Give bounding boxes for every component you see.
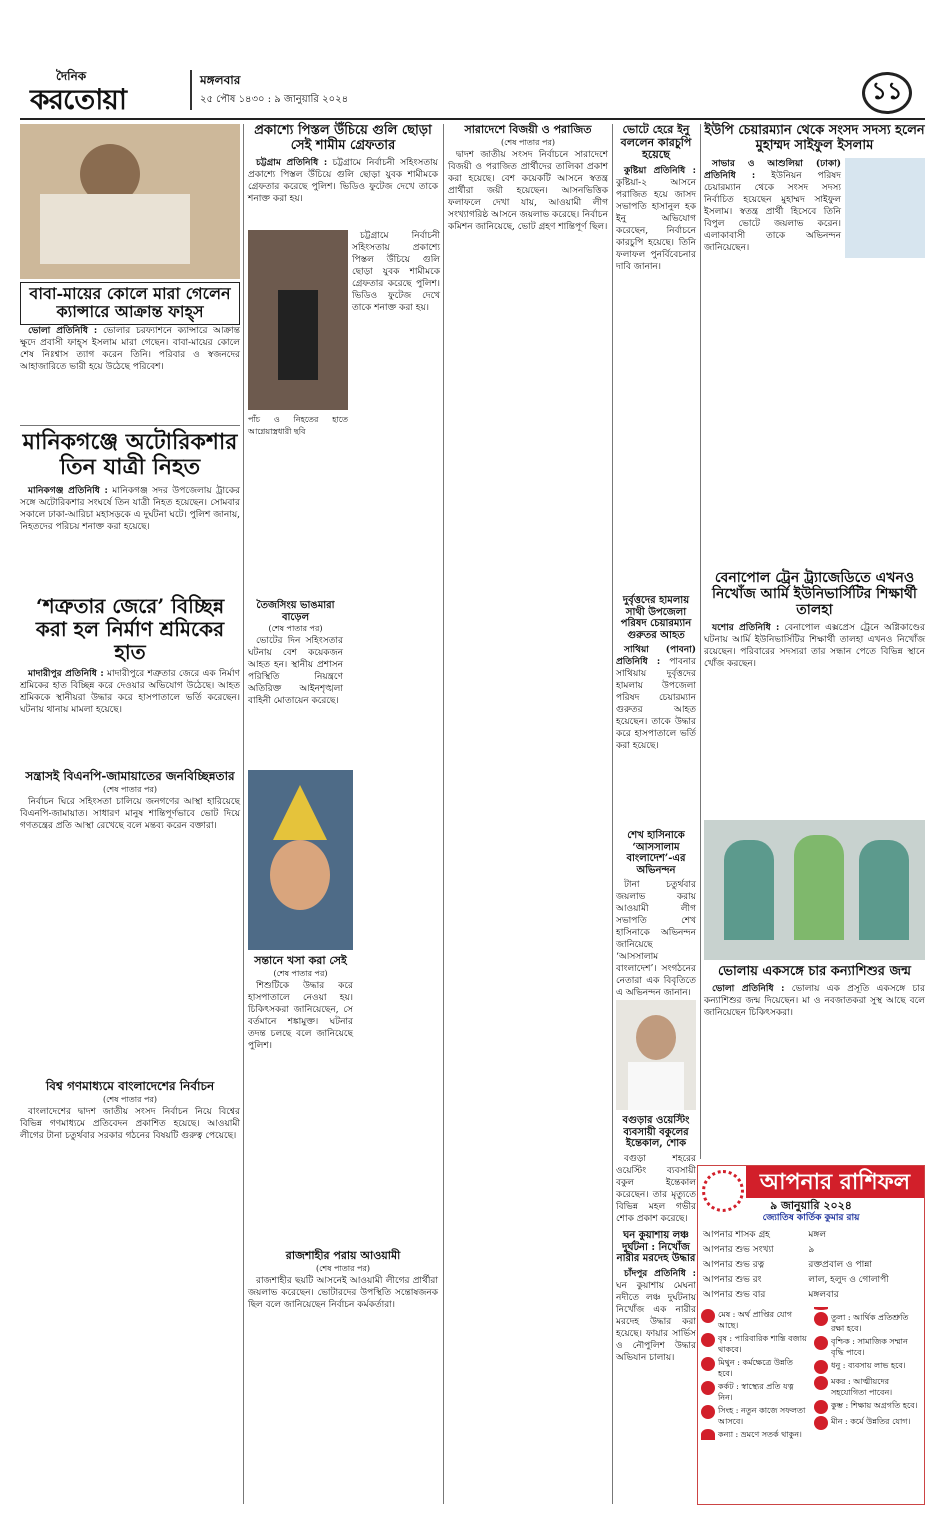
- quadruplets-photo: [704, 820, 925, 960]
- dateline-quadruplets: ভোলা প্রতিনিধি :: [712, 983, 785, 994]
- masthead-divider: [190, 70, 192, 110]
- masthead-date: ২৫ পৌষ ১৪৩০ : ৯ জানুয়ারি ২০২৪: [200, 94, 349, 105]
- zodiac-sign-icon: [701, 1381, 715, 1395]
- zodiac-sign-text: সিংহ : নতুন কাজে সফলতা আসবে।: [718, 1406, 806, 1426]
- zodiac-sign-text: মকর : আত্মীয়দের সহযোগিতা পাবেন।: [831, 1377, 893, 1397]
- body-bnp: নির্বাচন ঘিরে সহিংসতা চালিয়ে জনগণের আস্থা হারিয়েছে বিএনপি-জামায়াত। সাধারণ মানুষ শান্তিপূর্ণভাবে ভোট দিয়ে গণতন্ত্রের প্রতি আস্থা রেখেছে বলে মন্তব্য করেন বক্তারা।: [20, 796, 240, 831]
- child-photo: [248, 770, 353, 950]
- zodiac-sign-text: ধনু : ব্যবসায় লাভ হবে।: [831, 1361, 906, 1370]
- headline-quadruplets: ভোলায় একসঙ্গে চার কন্যাশিশুর জন্ম: [718, 964, 911, 979]
- article-cancer: [20, 282, 240, 372]
- zodiac-sign-icon: [814, 1336, 828, 1350]
- horoscope-table-row: [700, 1229, 922, 1242]
- headline-inu: ভোটে হেরে ইনু বললেন কারচুপি হয়েছে: [620, 123, 692, 162]
- mother-shape: [794, 835, 844, 940]
- zodiac-sign-icon: [814, 1360, 828, 1374]
- headline-rajshahi: রাজশাহীর পরায় আওয়ামী: [285, 1249, 401, 1262]
- body-inu: কুষ্টিয়া-২ আসনে পরাজিত হয়ে জাসদ সভাপতি হাসানুল হক ইনু অভিযোগ করেছেন, নির্বাচনে কারচুপি হয়েছে। তিনি ফলাফল পুনর্বিবেচনার দাবি জানান।: [616, 177, 696, 272]
- article-hasina-greet: [616, 830, 696, 998]
- dateline-manikganj: মানিকগঞ্জ প্রতিনিধি :: [28, 485, 108, 496]
- zodiac-wheel-icon: [702, 1170, 744, 1212]
- article-bnp: [20, 770, 240, 1070]
- subline-rajshahi: (শেষ পাতার পর): [315, 1263, 371, 1273]
- horoscope-label: আপনার শুভ সংখ্যা: [703, 1245, 774, 1255]
- person-shirt-shape: [628, 1062, 684, 1110]
- headline-winners: সারাদেশে বিজয়ী ও পরাজিত: [464, 123, 592, 136]
- headline-worker-hand: ‘শত্রুতার জেরে’ বিচ্ছিন্ন করা হল নির্মাণ শ্রমিকের হাত: [35, 594, 225, 664]
- horoscope-author: জ্যোতিষ কার্তিক কুমার রায়: [762, 1213, 860, 1223]
- body-saiful: ইউনিয়ন পরিষদ চেয়ারম্যান থেকে সংসদ সদস্য নির্বাচিত হয়েছেন মুহাম্মদ সাইফুল ইসলাম। স্বতন্ত্র প্রার্থী হিসেবে তিনি বিপুল ভোটে জয়লাভ করেন। এলাকাবাসী তাকে অভিনন্দন জানিয়েছেন।: [704, 170, 841, 253]
- headline-manikganj: মানিকগঞ্জে অটোরিকশার তিন যাত্রী নিহত: [22, 429, 238, 481]
- headline-fog: ঘন কুয়াশায় লঞ্চ দুর্ঘটনা : নিখোঁজ নারীর মরদেহ উদ্ধার: [616, 1230, 696, 1264]
- headline-hasina-greet: শেখ হাসিনাকে ‘আসসালাম বাংলাদেশ’-এর অভিনন্দন: [626, 830, 686, 876]
- logo-small-title: দৈনিক: [56, 69, 87, 83]
- subline-winners: (শেষ পাতার পর): [500, 137, 556, 147]
- hospital-bed-shape: [40, 194, 190, 264]
- body-world-media: বাংলাদেশের দ্বাদশ জাতীয় সংসদ নির্বাচন নিয়ে বিশ্বের বিভিন্ন গণমাধ্যমে প্রতিবেদন প্রকাশিত হয়েছে। আওয়ামী লীগের টানা চতুর্থবার সরকার গঠনের বিষয়টি গুরুত্ব পেয়েছে।: [20, 1106, 240, 1141]
- gunman-shape: [278, 290, 318, 380]
- subline-child: (শেষ পাতার পর): [273, 968, 328, 978]
- article-pistol: [248, 124, 438, 224]
- body-cancer: ভোলার চরফ্যাশনে ক্যান্সারে আক্রান্ত ক্ষুদে প্রবাসী ফাহ্‌স ইসলাম মারা গেছেন। বাবা-মায়ের কোলে শেষ নিঃশ্বাস ত্যাগ করেন তিনি। পরিবার ও স্বজনদের আহাজারিতে ভারী হয়ে উঠেছে পরিবেশ।: [20, 325, 240, 372]
- body-quadruplets: ভোলায় এক প্রসূতি একসঙ্গে চার কন্যাশিশুর জন্ম দিয়েছেন। মা ও নবজাতকরা সুস্থ আছে বলে জানিয়েছেন চিকিৎসকরা।: [704, 983, 925, 1018]
- zodiac-sign-text: মিথুন : কর্মক্ষেত্রে উন্নতি হবে।: [718, 1358, 793, 1378]
- column-divider: [612, 124, 613, 1504]
- horoscope-table-row: [700, 1289, 922, 1302]
- zodiac-sign-entry: [701, 1309, 808, 1331]
- zodiac-sign-text: কুম্ভ : শিক্ষায় অগ্রগতি হবে।: [831, 1401, 918, 1410]
- zodiac-sign-entry: [701, 1357, 808, 1379]
- pistol-photo: [248, 230, 348, 410]
- dateline-saiful: সাভার ও আশুলিয়া (ঢাকা) প্রতিনিধি :: [704, 158, 841, 181]
- body-khatunganj: ভোটের দিন সহিংসতার ঘটনায় বেশ কয়েকজন আহত হন। স্থানীয় প্রশাসন পরিস্থিতি নিয়ন্ত্রণে অতিরিক্ত আইনশৃঙ্খলা বাহিনী মোতায়েন করেছে।: [248, 636, 343, 706]
- zodiac-sign-entry: [814, 1312, 921, 1334]
- masthead-day: মঙ্গলবার: [200, 73, 241, 87]
- zodiac-sign-icon: [814, 1376, 828, 1390]
- horoscope-value: মঙ্গলবার: [808, 1290, 839, 1300]
- paper-logo: [20, 68, 188, 116]
- article-child: [248, 954, 353, 1051]
- article-rajshahi: [248, 1250, 438, 1500]
- headline-world-media: বিশ্ব গণমাধ্যমে বাংলাদেশের নির্বাচন: [45, 1079, 215, 1093]
- body-hasina-greet: টানা চতুর্থবার জয়লাভ করায় আওয়ামী লীগ সভাপতি শেখ হাসিনাকে অভিনন্দন জানিয়েছে ‘আসসালাম বাংলাদেশ’। সংগঠনের নেতারা এক বিবৃতিতে এ অভিনন্দন জানান।: [616, 880, 696, 998]
- headline-saiful: ইউপি চেয়ারম্যান থেকে সংসদ সদস্য হলেন মুহাম্মদ সাইফুল ইসলাম: [704, 123, 925, 153]
- zodiac-sign-entry: [701, 1381, 808, 1403]
- headline-attack: দুর্বৃত্তদের হামলায় সাথী উপজেলা পরিষদ চেয়ারম্যান গুরুতর আহত: [620, 595, 692, 641]
- article-quadruplets: [704, 965, 925, 1155]
- zodiac-sign-icon: [814, 1400, 828, 1414]
- masthead: [0, 0, 945, 115]
- zodiac-sign-text: তুলা : আর্থিক প্রতিশ্রুতি রক্ষা হবে।: [831, 1313, 909, 1333]
- horoscope-date: ৯ জানুয়ারি ২০২৪: [770, 1199, 852, 1212]
- zodiac-sign-entry: [814, 1416, 921, 1430]
- dateline-attack: সাথিয়া (পাবনা) প্রতিনিধি :: [616, 645, 696, 667]
- body-worker-hand: মাদারীপুরে শত্রুতার জেরে এক নির্মাণ শ্রমিকের হাত বিচ্ছিন্ন করে দেওয়ার অভিযোগ উঠেছে। আহত শ্রমিককে স্থানীয়রা উদ্ধার করে হাসপাতালে ভর্তি করেছেন। ঘটনায় থানায় মামলা হয়েছে।: [20, 669, 240, 715]
- party-hat-shape: [273, 785, 327, 840]
- zodiac-sign-icon: [701, 1357, 715, 1371]
- zodiac-sign-text: মেষ : অর্থ প্রাপ্তির যোগ আছে।: [718, 1310, 793, 1330]
- horoscope-label: আপনার শুভ রং: [703, 1275, 762, 1285]
- dateline-inu: কুষ্টিয়া প্রতিনিধি :: [624, 165, 696, 176]
- article-benapole: [704, 570, 925, 800]
- headline-pistol: প্রকাশ্যে পিস্তল উঁচিয়ে গুলি ছোড়া সেই শামীম গ্রেফতার: [254, 123, 432, 153]
- headline-khatunganj: তৈজসিংয় ভাঙমারা বাড়েল: [256, 600, 335, 623]
- horoscope-table-row: [700, 1244, 922, 1257]
- horoscope-title: আপনার রাশিফল: [746, 1166, 924, 1198]
- divider: [20, 425, 240, 426]
- horoscope-table: [698, 1227, 924, 1304]
- body-attack: পাবনার সাথিয়ায় দুর্বৃত্তদের হামলায় উপজেলা পরিষদ চেয়ারম্যান গুরুতর আহত হয়েছেন। তাকে উদ্ধার করে হাসপাতালে ভর্তি করা হয়েছে।: [616, 657, 696, 751]
- page-number: ১১: [862, 72, 912, 114]
- horoscope-table-row: [700, 1259, 922, 1272]
- headline-cancer: বাবা-মায়ের কোলে মারা গেলেন ক্যান্সারে আক্রান্ত ফাহ্‌স: [20, 282, 240, 325]
- subline-bnp: (শেষ পাতার পর): [102, 784, 158, 794]
- headline-bnp: সন্ত্রাসই বিএনপি-জামায়াতের জনবিচ্ছিন্নতার: [25, 769, 235, 783]
- body-pistol: চট্টগ্রামে নির্বাচনী সহিংসতায় প্রকাশ্যে পিস্তল উঁচিয়ে গুলি ছোড়া যুবক শামীমকে গ্রেফতার করেছে পুলিশ। ভিডিও ফুটেজ দেখে তাকে শনাক্ত করা হয়।: [248, 157, 438, 204]
- zodiac-sign-icon: [701, 1333, 715, 1347]
- zodiac-sign-entry: [814, 1376, 921, 1398]
- article-khatunganj: [248, 600, 343, 720]
- zodiac-sign-icon: [814, 1416, 828, 1430]
- saiful-photo: [845, 158, 925, 258]
- body-child: শিশুটিকে উদ্ধার করে হাসপাতালে নেওয়া হয়। চিকিৎসকরা জানিয়েছেন, সে বর্তমানে শঙ্কামুক্ত। ঘটনার তদন্ত চলছে বলে জানিয়েছে পুলিশ।: [248, 980, 353, 1051]
- body-winners: দ্বাদশ জাতীয় সংসদ নির্বাচনে সারাদেশে বিজয়ী ও পরাজিত প্রার্থীদের তালিকা প্রকাশ করা হয়েছে। বেশ কয়েকটি আসনে স্বতন্ত্র প্রার্থীরা জয়ী হয়েছেন। আসনভিত্তিক ফলাফলে দেখা যায়, আওয়ামী লীগ সংখ্যাগরিষ্ঠ আসনে জয়লাভ করেছে। নির্বাচন কমিশন জানিয়েছে, ভোট গ্রহণ শান্তিপূর্ণ ছিল।: [448, 149, 608, 232]
- horoscope-label: আপনার শুভ বার: [703, 1290, 766, 1300]
- cancer-patient-photo: [20, 124, 240, 279]
- zodiac-sign-text: বৃষ : পারিবারিক শান্তি বজায় থাকবে।: [718, 1334, 807, 1354]
- dateline-fog: চাঁদপুর প্রতিনিধি :: [624, 1268, 696, 1279]
- horoscope-value: লাল, হলুদ ও গোলাপী: [808, 1275, 889, 1285]
- zodiac-sign-icon: [701, 1405, 715, 1419]
- logo-paper-name: করতোয়া: [30, 83, 126, 116]
- horoscope-box: [697, 1165, 925, 1505]
- person-face-shape: [636, 1015, 676, 1060]
- horoscope-value: রক্তপ্রবাল ও পান্না: [808, 1260, 872, 1270]
- horoscope-table-row: [700, 1274, 922, 1287]
- body-rajshahi: রাজশাহীর ছয়টি আসনেই আওয়ামী লীগের প্রার্থীরা জয়লাভ করেছেন। ভোটারদের উপস্থিতি সন্তোষজনক ছিল বলে জানিয়েছেন নির্বাচন কর্মকর্তারা।: [248, 1275, 438, 1310]
- article-bogura-death: [616, 1115, 696, 1225]
- article-worker-hand: [20, 595, 240, 755]
- dateline-worker-hand: মাদারীপুর প্রতিনিধি :: [28, 669, 104, 679]
- horoscope-value: মঙ্গল: [808, 1230, 827, 1240]
- zodiac-sign-entry: [701, 1333, 808, 1355]
- body-bogura-death: বগুড়া শহরের ওয়েস্টিং ব্যবসায়ী বকুল ইন্তেকাল করেছেন। তার মৃত্যুতে বিভিন্ন মহল গভীর শোক প্রকাশ করেছে।: [616, 1153, 696, 1224]
- zodiac-sign-text: মীন : কর্মে উন্নতির যোগ।: [831, 1417, 911, 1426]
- zodiac-sign-text: বৃশ্চিক : সামাজিক সম্মান বৃদ্ধি পাবে।: [831, 1337, 908, 1357]
- dateline-pistol: চট্টগ্রাম প্রতিনিধি :: [256, 157, 328, 168]
- article-saiful: [704, 124, 925, 564]
- horoscope-value: ৯: [808, 1245, 815, 1255]
- article-pistol-continued: [352, 230, 440, 450]
- obituary-photo: [616, 1000, 696, 1110]
- headline-bogura-death: বগুড়ার ওয়েস্টিং ব্যবসায়ী বকুলের ইন্তেকাল, শোক: [622, 1115, 690, 1149]
- column-divider: [243, 124, 244, 1504]
- body-manikganj: মানিকগঞ্জ সদর উপজেলায় ট্রাকের সঙ্গে অটোরিকশার সংঘর্ষে তিন যাত্রী নিহত হয়েছেন। সোমবার সকালে ঢাকা-আরিচা মহাসড়কে এ দুর্ঘটনা ঘটে। পুলিশ জানায়, নিহতদের পরিচয় শনাক্ত করা হয়েছে।: [20, 485, 240, 532]
- zodiac-sign-entry: [814, 1360, 921, 1374]
- child-face-shape: [270, 840, 330, 910]
- subline-khatunganj: (শেষ পাতার পর): [268, 624, 323, 633]
- pistol-caption: পাঁচ ও নিহতের হাতে আগ্নেয়াস্ত্রধারী ছবি: [248, 415, 348, 436]
- zodiac-sign-entry: [814, 1400, 921, 1414]
- zodiac-sign-icon: [701, 1309, 715, 1323]
- article-inu: [616, 124, 696, 424]
- zodiac-sign-entry: [701, 1405, 808, 1427]
- subline-world-media: (শেষ পাতার পর): [102, 1094, 158, 1104]
- zodiac-sign-text: কন্যা : ভ্রমণে সতর্ক থাকুন।: [718, 1430, 802, 1439]
- headline-benapole: বেনাপোল ট্রেন ট্র্যাজেডিতে এখনও নিখোঁজ আর্মি ইউনিভার্সিটির শিক্ষার্থী তালহা: [712, 570, 917, 619]
- article-winners: [448, 124, 608, 1499]
- horoscope-label: আপনার শাসক গ্রহ: [703, 1230, 770, 1240]
- article-manikganj: [20, 430, 240, 590]
- body-pistol-continued: চট্টগ্রামে নির্বাচনী সহিংসতায় প্রকাশ্যে পিস্তল উঁচিয়ে গুলি ছোড়া যুবক শামীমকে গ্রেফতার করেছে পুলিশ। ভিডিও ফুটেজ দেখে তাকে শনাক্ত করা হয়।: [352, 231, 440, 313]
- dateline-benapole: যশোর প্রতিনিধি :: [712, 623, 780, 634]
- horoscope-label: আপনার শুভ রত্ন: [703, 1260, 765, 1270]
- dateline-cancer: ভোলা প্রতিনিধি :: [28, 325, 98, 336]
- body-benapole: বেনাপোল এক্সপ্রেস ট্রেনে অগ্নিকাণ্ডের ঘটনায় আর্মি ইউনিভার্সিটির শিক্ষার্থী তালহা এখনও নিখোঁজ রয়েছেন। পরিবারের সদস্যরা তার সন্ধান পেতে বিভিন্ন স্থানে খোঁজ করছেন।: [704, 623, 925, 670]
- zodiac-sign-list: [698, 1304, 924, 1443]
- column-divider: [443, 124, 444, 1504]
- article-fog: [616, 1230, 696, 1500]
- headline-child: সন্তানে খসা করা সেই: [254, 954, 347, 967]
- zodiac-sign-text: কর্কট : স্বাস্থ্যের প্রতি যত্ন নিন।: [718, 1382, 794, 1402]
- masthead-rule: [20, 118, 925, 120]
- nurse-shape: [859, 840, 909, 940]
- article-world-media: [20, 1080, 240, 1500]
- body-fog: ঘন কুয়াশায় মেঘনা নদীতে লঞ্চ দুর্ঘটনায় নিখোঁজ এক নারীর মরদেহ উদ্ধার করা হয়েছে। ফায়ার সার্ভিস ও নৌপুলিশ উদ্ধার অভিযান চালায়।: [616, 1280, 696, 1363]
- column-divider: [700, 124, 701, 1159]
- zodiac-sign-icon: [814, 1312, 828, 1326]
- nurse-shape: [724, 840, 774, 940]
- zodiac-sign-entry: [814, 1336, 921, 1358]
